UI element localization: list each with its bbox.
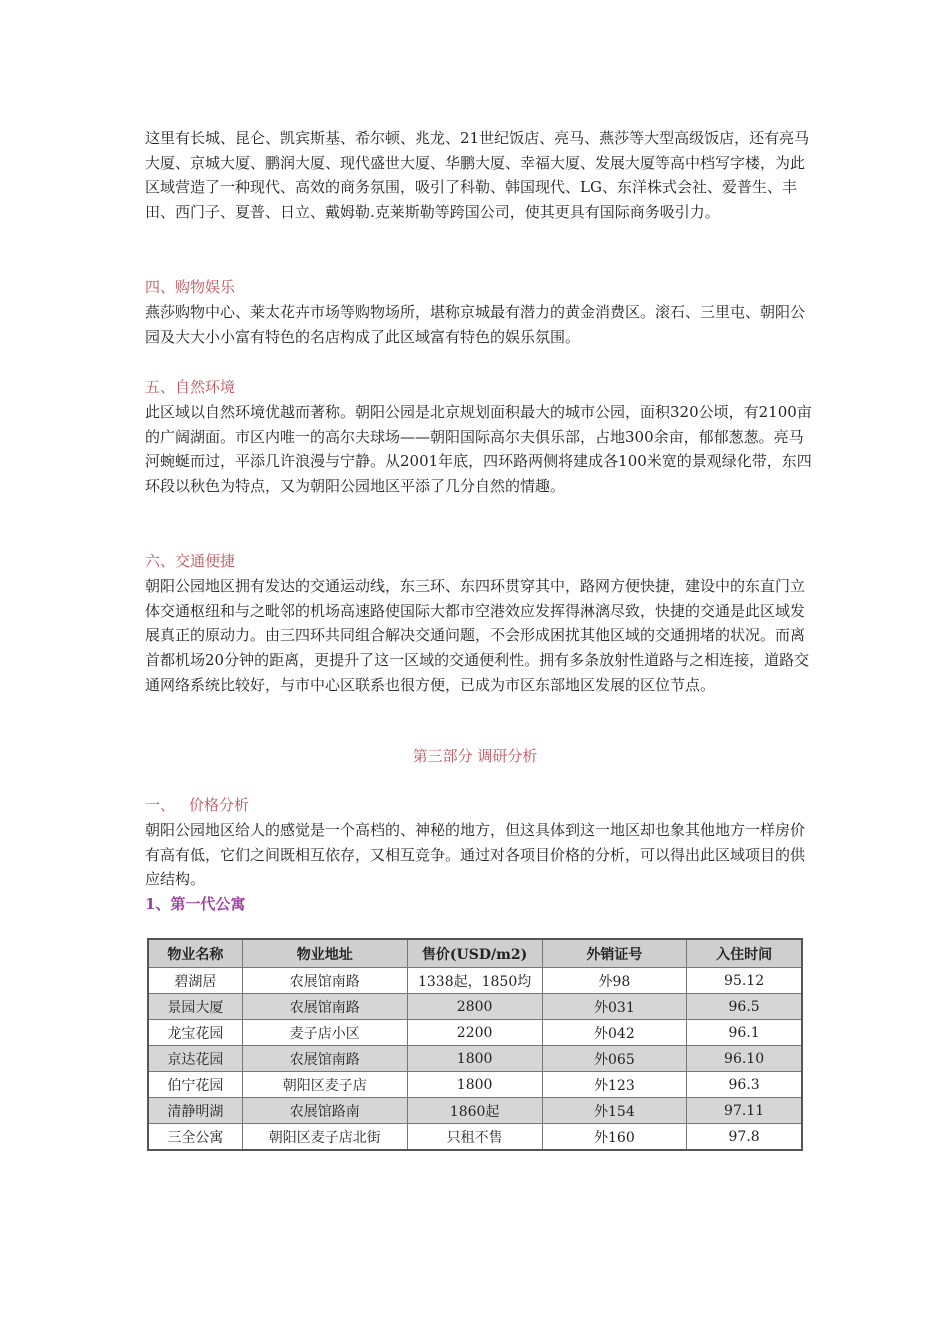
cell-move-in: 96.1 [687, 1020, 802, 1046]
table-row [148, 994, 802, 1020]
cell-license: 外042 [542, 1020, 687, 1046]
part-title: 第三部分 调研分析 [412, 747, 538, 765]
table-row [148, 1072, 802, 1098]
cell-name: 清静明湖 [148, 1098, 242, 1124]
cell-name: 景园大厦 [148, 994, 242, 1020]
section-body-nature: 此区域以自然环境优越而著称。朝阳公园是北京规划面积最大的城市公园，面积320公顷，有2100亩的广阔湖面。市区内唯一的高尔夫球场——朝阳国际高尔夫俱乐部，占地300余亩，郁郁葱葱。亮马河蜿蜒而过，平添几许浪漫与宁静。从2001年底，四环路两侧将建成各100米宽的景观绿化带，东四环段以秋色为特点，又为朝阳公园地区平添了几分自然的情趣。 [145, 403, 812, 496]
cell-address: 农展馆南路 [242, 994, 407, 1020]
cell-price: 1338起，1850均 [407, 968, 542, 994]
section-heading-nature: 五、自然环境 [145, 378, 236, 396]
cell-license: 外065 [542, 1046, 687, 1072]
cell-move-in: 97.11 [687, 1098, 802, 1124]
cell-address: 农展馆南路 [242, 968, 407, 994]
cell-address: 朝阳区麦子店 [242, 1072, 407, 1098]
header-move-in: 入住时间 [687, 939, 802, 968]
cell-license: 外154 [542, 1098, 687, 1124]
price-analysis-body: 朝阳公园地区给人的感觉是一个高档的、神秘的地方，但这具体到这一地区却也象其他地方一样房价有高有低，它们之间既相互依存，又相互竞争。通过对各项目价格的分析，可以得出此区域项目的供应结构。 [145, 821, 806, 889]
cell-move-in: 97.8 [687, 1124, 802, 1151]
cell-address: 农展馆路南 [242, 1098, 407, 1124]
cell-license: 外160 [542, 1124, 687, 1151]
table-header-row [148, 939, 802, 968]
cell-price: 2800 [407, 994, 542, 1020]
section-heading-shopping: 四、购物娱乐 [145, 278, 236, 296]
cell-license: 外123 [542, 1072, 687, 1098]
cell-name: 碧湖居 [148, 968, 242, 994]
cell-address: 农展馆南路 [242, 1046, 407, 1072]
header-address: 物业地址 [242, 939, 407, 968]
price-analysis-title: 价格分析 [189, 796, 250, 814]
cell-name: 三全公寓 [148, 1124, 242, 1151]
cell-name: 京达花园 [148, 1046, 242, 1072]
cell-license: 外98 [542, 968, 687, 994]
cell-name: 龙宝花园 [148, 1020, 242, 1046]
cell-price: 1800 [407, 1046, 542, 1072]
price-analysis-number: 一、 [145, 796, 176, 814]
subsection-title: 1、第一代公寓 [145, 895, 246, 913]
cell-license: 外031 [542, 994, 687, 1020]
table-row [148, 1020, 802, 1046]
cell-move-in: 96.10 [687, 1046, 802, 1072]
section-body-shopping: 燕莎购物中心、莱太花卉市场等购物场所，堪称京城最有潜力的黄金消费区。滚石、三里屯、朝阳公园及大大小小富有特色的名店构成了此区域富有特色的娱乐氛围。 [145, 303, 806, 346]
cell-price: 1860起 [407, 1098, 542, 1124]
header-price: 售价(USD/m2) [407, 939, 542, 968]
header-license: 外销证号 [542, 939, 687, 968]
cell-address: 麦子店小区 [242, 1020, 407, 1046]
section-body-traffic: 朝阳公园地区拥有发达的交通运动线，东三环、东四环贯穿其中，路网方便快捷，建设中的东直门立体交通枢纽和与之毗邻的机场高速路使国际大都市空港效应发挥得淋漓尽致，快捷的交通是此区域发展真正的原动力。由三四环共同组合解决交通问题，不会形成困扰其他区域的交通拥堵的状况。而离首都机场20分钟的距离，更提升了这一区域的交通便利性。拥有多条放射性道路与之相连接，道路交通网络系统比较好，与市中心区联系也很方便，已成为市区东部地区发展的区位节点。 [145, 577, 810, 694]
cell-move-in: 96.3 [687, 1072, 802, 1098]
intro-paragraph: 这里有长城、昆仑、凯宾斯基、希尔顿、兆龙、21世纪饭店、亮马、燕莎等大型高级饭店，还有亮马大厦、京城大厦、鹏润大厦、现代盛世大厦、华鹏大厦、幸福大厦、发展大厦等高中档写字楼，为此区域营造了一种现代、高效的商务氛围，吸引了科勒、韩国现代、LG、东洋株式会社、爱普生、丰田、西门子、夏普、日立、戴姆勒.克莱斯勒等跨国公司，使其更具有国际商务吸引力。 [145, 129, 810, 222]
section-heading-traffic: 六、交通便捷 [145, 552, 236, 570]
cell-price: 只租不售 [407, 1124, 542, 1151]
cell-price: 2200 [407, 1020, 542, 1046]
cell-price: 1800 [407, 1072, 542, 1098]
cell-move-in: 96.5 [687, 994, 802, 1020]
cell-address: 朝阳区麦子店北街 [242, 1124, 407, 1151]
apartment-table [147, 938, 803, 1151]
table-row [148, 1124, 802, 1151]
header-name: 物业名称 [148, 939, 242, 968]
table-row [148, 968, 802, 994]
cell-move-in: 95.12 [687, 968, 802, 994]
table-row [148, 1098, 802, 1124]
price-analysis-heading [145, 793, 249, 817]
cell-name: 伯宁花园 [148, 1072, 242, 1098]
table-row [148, 1046, 802, 1072]
